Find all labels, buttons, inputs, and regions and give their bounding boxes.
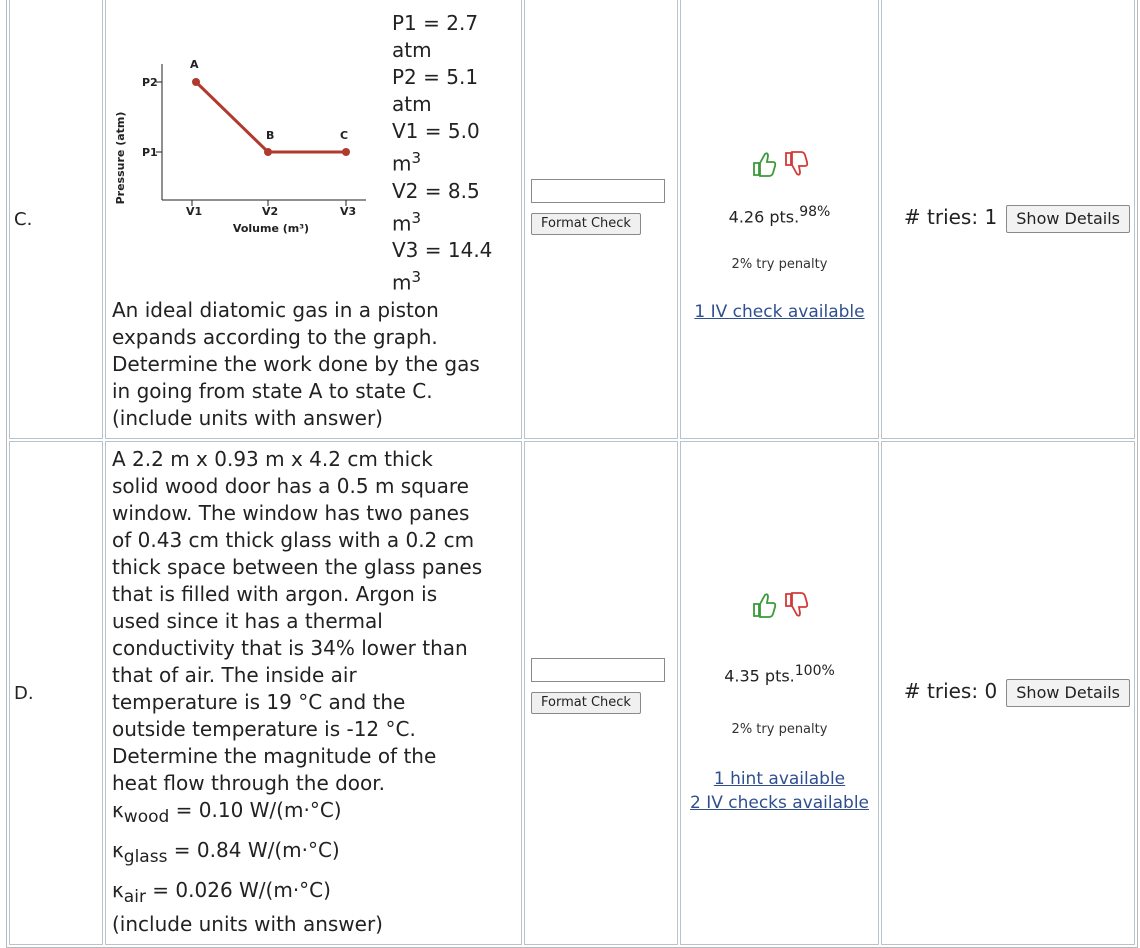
question-line: expands according to the graph. — [112, 325, 438, 349]
given-v2-line2: $m^3$ — [392, 208, 422, 236]
feedback-thumbs — [751, 150, 809, 178]
points-cell — [680, 0, 879, 439]
answer-input[interactable] — [531, 658, 665, 682]
given-p1-line2: atm — [392, 38, 432, 62]
answer-input[interactable] — [531, 179, 665, 203]
question-line: A 2.2 m x 0.93 m x 4.2 cm thick — [112, 447, 433, 471]
state-c-label: C — [340, 129, 349, 142]
given-v1-line2: $m^3$ — [392, 149, 422, 176]
iv-check-link[interactable]: 2 IV checks available — [689, 792, 870, 813]
y-axis-label: Pressure (atm) — [114, 111, 127, 205]
question-line: Determine the work done by the gas — [112, 352, 480, 376]
state-c-point — [342, 148, 350, 156]
state-b-label: B — [266, 129, 275, 142]
points-cell — [680, 441, 879, 945]
thumbs-up-icon[interactable] — [751, 150, 777, 178]
problem-row-c — [9, 0, 1135, 439]
y-tick-label-p2: P2 — [142, 76, 158, 89]
x-tick-label-v3: V3 — [340, 205, 357, 218]
question-line: outside temperature is -12 °C. — [112, 717, 416, 741]
constant-kglass: $\kappa_{glass} = 0.84$ W/(m·°C) — [112, 838, 340, 867]
points-value: 4.26 pts. — [728, 207, 800, 227]
question-cell — [105, 0, 522, 439]
points-percent: 100% — [794, 663, 835, 680]
question-line: solid wood door has a 0.5 m square — [112, 474, 469, 498]
thumbs-down-icon[interactable] — [783, 150, 809, 178]
show-details-button[interactable]: Show Details — [1006, 205, 1130, 233]
thumbs-up-icon[interactable] — [751, 591, 777, 619]
tries-cell — [881, 441, 1135, 945]
question-line: conductivity that is 34% lower than — [112, 636, 468, 660]
iv-check-link[interactable]: 1 IV check available — [694, 301, 865, 322]
state-b-point — [264, 148, 272, 156]
answer-cell — [524, 0, 678, 439]
points-value: 4.35 pts. — [724, 666, 795, 686]
constant-kair: $\kappa_{air} = 0.026$ W/(m·°C) — [112, 878, 331, 907]
given-values — [392, 10, 492, 297]
question-text — [106, 297, 486, 432]
given-v3-line2: $m^3$ — [392, 268, 422, 295]
question-line: window. The window has two panes — [112, 501, 470, 525]
pv-graph — [106, 40, 376, 330]
problem-row-d — [9, 441, 1135, 945]
question-line: of 0.43 cm thick glass with a 0.2 cm — [112, 528, 475, 552]
question-line: thick space between the glass panes — [112, 555, 483, 579]
show-details-button[interactable]: Show Details — [1006, 679, 1130, 707]
question-line: (include units with answer) — [112, 406, 383, 430]
hint-link[interactable]: 1 hint available — [713, 768, 846, 789]
question-line: An ideal diatomic gas in a piston — [112, 298, 439, 322]
problems-table — [6, 0, 1138, 948]
question-closing: (include units with answer) — [112, 912, 383, 936]
answer-cell — [524, 441, 678, 945]
format-check-button[interactable]: Format Check — [531, 692, 641, 714]
tries-cell — [881, 0, 1135, 439]
given-v1-line1: V1 = 5.0 — [392, 119, 480, 143]
x-tick-label-v1: V1 — [186, 205, 203, 218]
state-a-point — [192, 78, 200, 86]
question-line: that is filled with argon. Argon is — [112, 582, 438, 606]
question-line: Determine the magnitude of the — [112, 744, 437, 768]
try-penalty: 2% try penalty — [731, 256, 828, 272]
question-line: used since it has a thermal — [112, 609, 383, 633]
problem-label: D. — [9, 441, 103, 945]
y-tick-label-p1: P1 — [142, 146, 158, 159]
points-percent: 98% — [799, 204, 831, 221]
state-a-label: A — [190, 58, 199, 71]
question-line: heat flow through the door. — [112, 771, 386, 795]
tries-count: # tries: 0 — [903, 679, 998, 703]
x-tick-label-v2: V2 — [262, 205, 279, 218]
question-cell — [105, 441, 522, 945]
format-check-button[interactable]: Format Check — [531, 213, 641, 235]
tries-count: # tries: 1 — [903, 205, 998, 229]
constant-kwood: $\kappa_{wood} = 0.10$ W/(m·°C) — [112, 798, 342, 827]
thumbs-down-icon[interactable] — [783, 591, 809, 619]
question-text — [106, 442, 521, 944]
problem-label: C. — [9, 0, 103, 439]
given-p1-line1: P1 = 2.7 — [392, 11, 479, 35]
given-p2-line1: P2 = 5.1 — [392, 65, 479, 89]
given-v2-line1: V2 = 8.5 — [392, 178, 480, 203]
x-axis-label: Volume (m³) — [232, 222, 310, 235]
feedback-thumbs — [751, 591, 809, 619]
question-line: that of air. The inside air — [112, 663, 357, 687]
question-line: in going from state A to state C. — [112, 379, 433, 403]
question-line: temperature is 19 °C and the — [112, 690, 406, 714]
try-penalty: 2% try penalty — [731, 721, 828, 737]
given-v3-line1: V3 = 14.4 — [392, 238, 493, 263]
given-p2-line2: atm — [392, 92, 432, 116]
